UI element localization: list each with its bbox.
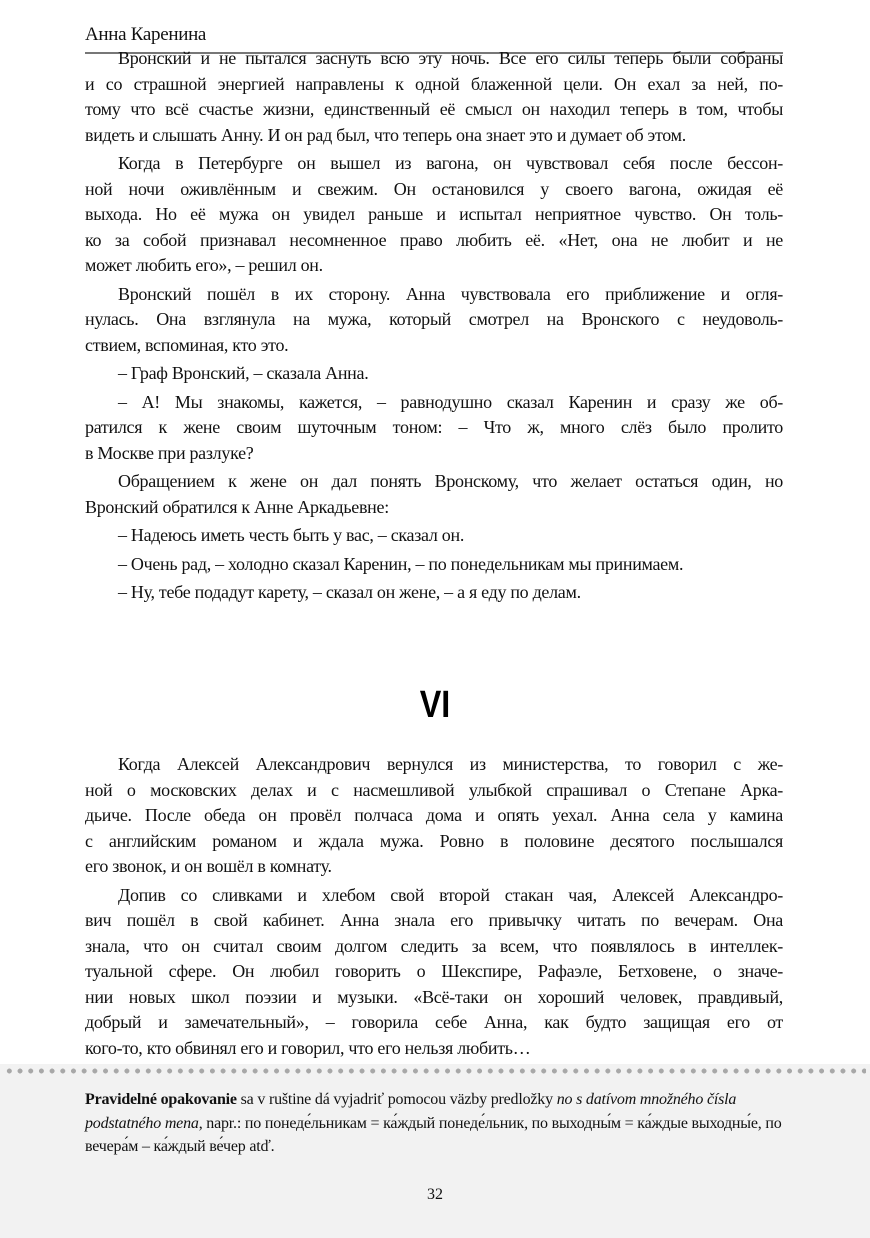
text-line: Когда в Петербурге он вышел из вагона, он чувствовал себя после бессон- (118, 153, 783, 173)
text-line: знала, что он считал своим долгом следить за всем, что появлялось в интеллек- (85, 935, 783, 956)
text-line: ной ночи оживлённым и свежим. Он остановился у своего вагона, ожидая её (85, 178, 783, 199)
text-line: Допив со сливками и хлебом свой второй стакан чая, Алексей Александро- (118, 884, 783, 905)
text-line: его звонок, и он вошёл в комнату. (85, 856, 332, 876)
grammar-note-box (0, 1064, 870, 1238)
paragraph (85, 752, 783, 880)
paragraph (85, 552, 783, 578)
paragraph (85, 282, 783, 359)
text-line: – Ну, тебе подадут карету, – сказал он жене, – а я еду по делам. (118, 582, 581, 602)
text-line: добрый и замечательный», – говорила себе Анна, как будто защищая его от (85, 1012, 783, 1032)
paragraph (85, 151, 783, 279)
text-section-2 (85, 752, 783, 1064)
text-line: может любить его», – решил он. (85, 255, 323, 275)
paragraph (85, 580, 783, 606)
note-text-2: , napr.: по понеде́льникам = ка́ждый понеде́льник, по выходны́м = ка́ждые выходны́е, по вечера́м – ка́ждый ве́чер atď. (85, 1114, 782, 1155)
grammar-note (85, 1088, 783, 1159)
text-line: ратился к жене своим шуточным тоном: – Что ж, много слёз было пролито (85, 417, 783, 437)
paragraph (85, 361, 783, 387)
paragraph (85, 883, 783, 1062)
text-line: вич пошёл в свой кабинет. Анна знала его привычку читать по вечерам. Она (85, 910, 783, 930)
text-line: в Москве при разлуке? (85, 442, 254, 463)
text-line: тому что всё счастье жизни, единственный её смысл он находил теперь в том, чтобы (85, 99, 783, 119)
note-term: Pravidelné opakovanie (85, 1091, 237, 1108)
text-line: ной о московских делах и с насмешливой улыбкой спрашивал о Степане Арка- (85, 779, 783, 800)
text-line: Когда Алексей Александрович вернулся из министерства, то говорил с же- (118, 754, 783, 774)
text-line: и со страшной энергией направлены к одной блаженной цели. Он ехал за ней, по- (85, 73, 783, 94)
text-line: – А! Мы знакомы, кажется, – равнодушно сказал Каренин и сразу же об- (118, 391, 783, 412)
page-number: 32 (427, 1186, 443, 1203)
paragraph (85, 523, 783, 549)
text-line: кого-то, кто обвинял его и говорил, что его нельзя любить… (85, 1037, 531, 1058)
running-head: Анна Каренина (85, 24, 207, 45)
text-line: туальной сфере. Он любил говорить о Шекспире, Рафаэле, Бетховене, о значе- (85, 961, 783, 981)
text-line: нулась. Она взглянула на мужа, который смотрел на Вронского с неудоволь- (85, 309, 783, 329)
paragraph (85, 46, 783, 148)
text-line: Вронский пошёл в их сторону. Анна чувствовала его приближение и огля- (118, 283, 783, 304)
text-line: ствием, вспоминая, кто это. (85, 334, 289, 355)
dotted-divider (4, 1068, 866, 1074)
text-line: нии новых школ поэзии и музыки. «Всё-таки он хороший человек, правдивый, (85, 986, 783, 1007)
note-text-1: sa v ruštine dá vyjadriť pomocou väzby predložky (236, 1091, 557, 1108)
text-line: Вронский и не пытался заснуть всю эту ночь. Все его силы теперь были собраны (118, 48, 783, 68)
paragraph (85, 469, 783, 520)
text-line: – Надеюсь иметь честь быть у вас, – сказал он. (118, 525, 465, 545)
text-section-1 (85, 46, 783, 609)
text-line: дьиче. После обеда он провёл полчаса дома и опять уехал. Анна села у камина (85, 805, 783, 825)
text-line: Обращением к жене он дал понять Вронскому, что желает остаться один, но (118, 471, 783, 491)
text-line: Вронский обратился к Анне Аркадьевне: (85, 496, 389, 517)
text-line: – Граф Вронский, – сказала Анна. (118, 363, 369, 383)
text-line: ко за собой признавал несомненное право любить её. «Нет, она не любит и не (85, 229, 783, 250)
text-line: выхода. Но её мужа он увидел раньше и испытал неприятное чувство. Он толь- (85, 204, 783, 224)
text-line: видеть и слышать Анну. И он рад был, что теперь она знает это и думает об этом. (85, 124, 686, 145)
text-line: с английским романом и ждала мужа. Ровно в половине десятого послышался (85, 830, 783, 851)
chapter-heading: VI (419, 684, 451, 726)
note-italic: no s datívom množného čísla podstatného mena (85, 1091, 737, 1132)
paragraph (85, 390, 783, 467)
text-line: – Очень рад, – холодно сказал Каренин, – по понедельникам мы принимаем. (118, 553, 684, 574)
